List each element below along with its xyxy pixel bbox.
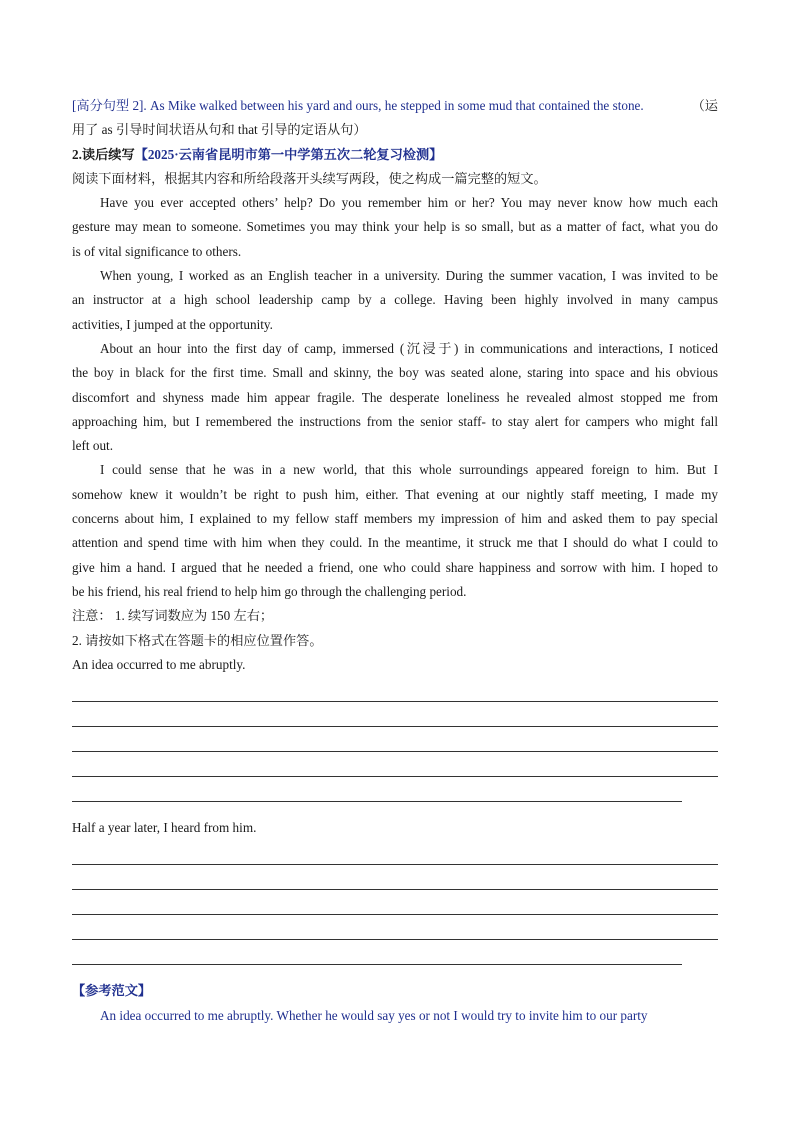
answer-line[interactable]: [72, 940, 682, 965]
answer-line[interactable]: [72, 890, 718, 915]
sentence-pattern-line-2: 用了 as 引导时间状语从句和 that 引导的定语从句）: [72, 122, 367, 138]
passage-line: give him a hand. I argued that he needed a friend, one who could share happiness and sorrow with him. I hoped to: [72, 559, 718, 575]
notes-item-1: 1. 续写词数应为 150 左右；: [114, 608, 274, 624]
passage-line: is of vital significance to others.: [72, 243, 242, 259]
passage-line: left out.: [72, 438, 114, 454]
answer-line[interactable]: [72, 777, 682, 802]
section-source: 【2025·云南省昆明市第一中学第五次二轮复习检测】: [134, 146, 443, 162]
document-page: [72, 94, 718, 1028]
passage-line: somehow knew it wouldn’t be right to push him, either. That evening at our nightly staff meeting, I made my: [72, 486, 718, 502]
writing-area-2[interactable]: [72, 840, 718, 965]
answer-line[interactable]: [72, 727, 718, 752]
section-title: [72, 143, 718, 167]
passage-line: be his friend, his real friend to help him go through the challenging period.: [72, 583, 467, 599]
answer-line[interactable]: [72, 677, 718, 702]
section-label: 2.读后续写: [72, 146, 135, 162]
passage-line: discomfort and shyness made him appear fragile. The desperate loneliness he revealed almost stopped me from: [72, 389, 718, 405]
sentence-pattern-text: [高分句型 2]. As Mike walked between his yard and ours, he stepped in some mud that contained the stone.: [72, 98, 644, 113]
reference-text: An idea occurred to me abruptly. Whether he would say yes or not I would try to invite him to our party: [100, 1007, 648, 1023]
passage-line: gesture may mean to someone. Sometimes you may think your help is so small, but as a matter of fact, what you do: [72, 219, 718, 235]
sentence-pattern-note-start: （运: [691, 98, 718, 113]
passage-line: an instructor at a high school leadership camp by a college. Having been highly involved in many campus: [72, 292, 718, 308]
passage-line: concerns about him, I explained to my fellow staff members my impression of him and asked them to pay special: [72, 511, 718, 527]
reference-label: 【参考范文】: [72, 983, 152, 999]
answer-line[interactable]: [72, 865, 718, 890]
continuation-prompt-2: Half a year later, I heard from him.: [72, 820, 257, 836]
notes-item-2: 2. 请按如下格式在答题卡的相应位置作答。: [72, 632, 323, 648]
passage-line: approaching him, but I remembered the instructions from the senior staff- to stay alert for campers who might fall: [72, 413, 718, 429]
notes-label: 注意：: [72, 608, 112, 624]
passage-line: Have you ever accepted others’ help? Do you remember him or her? You may never know how much each: [100, 195, 718, 211]
passage-line: I could sense that he was in a new world, that this whole surroundings appeared foreign to him. But I: [100, 462, 718, 478]
instruction: 阅读下面材料，根据其内容和所给段落开头续写两段，使之构成一篇完整的短文。: [72, 170, 547, 186]
passage-line: attention and spend time with him when they could. In the meantime, it struck me that I should do what I could to: [72, 535, 718, 551]
passage-line: activities, I jumped at the opportunity.: [72, 316, 273, 332]
answer-line[interactable]: [72, 915, 718, 940]
sentence-pattern-line-1: [72, 94, 718, 118]
answer-line[interactable]: [72, 702, 718, 727]
passage: [72, 191, 718, 604]
answer-line[interactable]: [72, 752, 718, 777]
passage-line: About an hour into the first day of camp, immersed (沉浸于) in communications and interactions, I noticed: [100, 340, 718, 356]
answer-line[interactable]: [72, 840, 718, 865]
continuation-prompt-1: An idea occurred to me abruptly.: [72, 656, 246, 672]
passage-line: the boy in black for the first time. Small and skinny, the boy was seated alone, staring into space and his obvious: [72, 365, 718, 381]
writing-area-1[interactable]: [72, 677, 718, 802]
passage-line: When young, I worked as an English teacher in a university. During the summer vacation, I was invited to be: [100, 268, 718, 284]
notes-line-1: [72, 604, 718, 628]
